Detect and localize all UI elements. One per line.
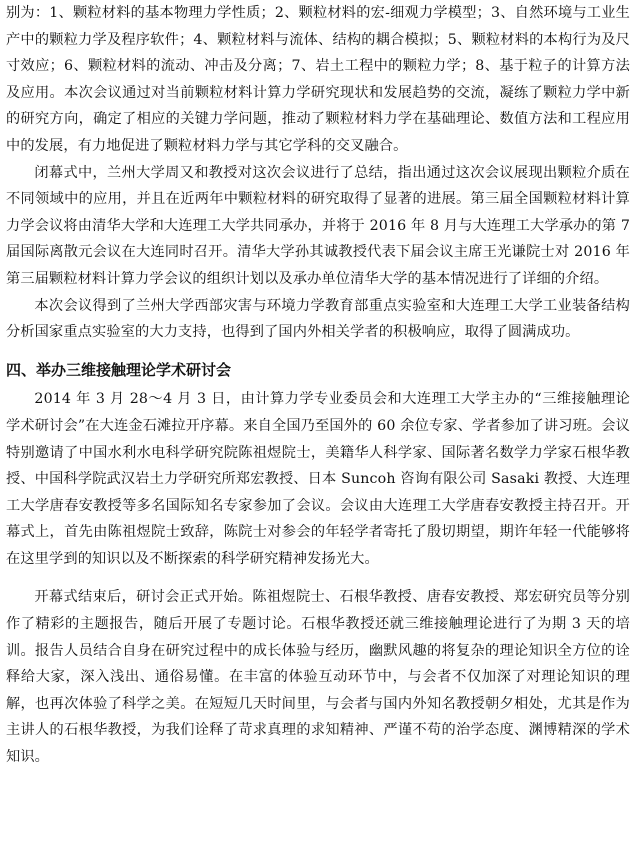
paragraph-seminar-sessions: 开幕式结束后，研讨会正式开始。陈祖煜院士、石根华教授、唐春安教授、郑宏研究员等分别作了精彩的主题报告，随后开展了专题讨论。石根华教授还就三维接触理论进行了为期 3 天的培训。报告人员结合自身在研究过程中的成长体验与经历，幽默风趣的将复杂的理论知识全方位的诠释给大家，深入浅出、通俗易懂。在丰富的体验互动环节中，与会者不仅加深了对理论知识的理解，也再次体验了科学之美。在短短几天时间里，与会者与国内外知名教授朝夕相处，尤其是作为主讲人的石根华教授，为我们诠释了苛求真理的求知精神、严谨不苟的治学态度、渊博精深的学术知识。 — [6, 589, 630, 766]
paragraph-seminar-opening: 2014 年 3 月 28～4 月 3 日，由计算力学专业委员会和大连理工大学主办的“三维接触理论学术研讨会”在大连金石滩拉开序幕。来自全国乃至国外的 60 余位专家、学者参加了讲习班。会议特别邀请了中国水利水电科学研究院陈祖煜院士，美籍华人科学家、国际著名数学力学家石根华教授、中国科学院武汉岩土力学研究所郑宏教授、日本 Suncoh 咨询有限公司 Sasaki 教授、大连理工大学唐春安教授等多名国际知名专家参加了会议。会议由大连理工大学唐春安教授主持召开。开幕式上，首先由陈祖煜院士致辞，陈院士对参会的年轻学者寄托了殷切期望，期许年轻一代能够将在这里学到的知识以及不断探索的科学研究精神发扬光大。 — [6, 391, 630, 567]
paragraph-closing-ceremony: 闭幕式中，兰州大学周又和教授对这次会议进行了总结，指出通过这次会议展现出颗粒介质在不同领域中的应用，并且在近两年中颗粒材料的研究取得了显著的进展。第三届全国颗粒材料计算力学会议将由清华大学和大连理工大学共同承办，并将于 2016 年 8 月与大连理工大学承办的第 7 届国际离散元会议在大连同时召开。清华大学孙其诚教授代表下届会议主席王光谦院士对 2016 年第三届颗粒材料计算力学会议的组织计划以及承办单位清华大学的基本情况进行了详细的介绍。 — [6, 164, 630, 287]
section-heading: 四、举办三维接触理论学术研讨会 — [6, 360, 232, 379]
paragraph-spacer — [6, 572, 630, 584]
paragraph-topics: 别为：1、颗粒材料的基本物理力学性质；2、颗粒材料的宏-细观力学模型；3、自然环境与工业生产中的颗粒力学及程序软件；4、颗粒材料与流体、结构的耦合模拟；5、颗粒材料的本构行为及尺寸效应；6、颗粒材料的流动、冲击及分离；7、岩土工程中的颗粒力学；8、基于粒子的计算方法及应用。本次会议通过对当前颗粒材料计算力学研究现状和发展趋势的交流，凝练了颗粒力学中新的研究方向，确定了相应的关键力学问题，推动了颗粒材料力学在基础理论、数值方法和工程应用中的发展，有力地促进了颗粒材料力学与其它学科的交叉融合。 — [6, 5, 630, 154]
paragraph-acknowledgement: 本次会议得到了兰州大学西部灾害与环境力学教育部重点实验室和大连理工大学工业装备结构分析国家重点实验室的大力支持，也得到了国内外相关学者的积极响应，取得了圆满成功。 — [6, 297, 630, 341]
